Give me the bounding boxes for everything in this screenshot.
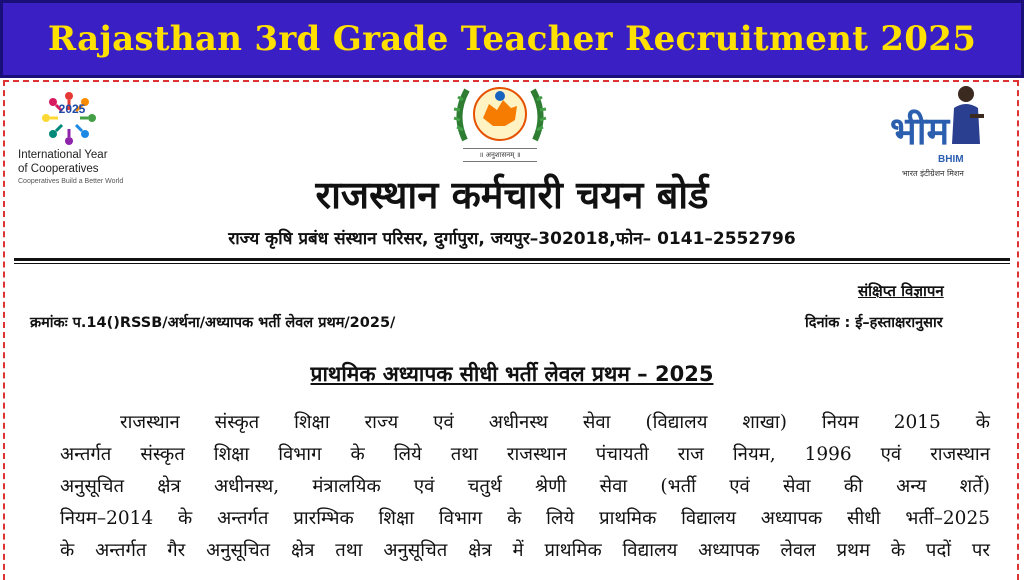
ambedkar-figure-icon	[946, 84, 986, 144]
body-line: नियम–2014 के अन्तर्गत प्रारम्भिक शिक्षा विभाग के लिये प्राथमिक विद्यालय अध्यापक सीधी भर्ती–2025	[60, 508, 990, 529]
body-line: राजस्थान संस्कृत शिक्षा राज्य एवं अधीनस्थ सेवा (विद्यालय शाखा) नियम 2015 के	[120, 412, 990, 433]
notice-heading: प्राथमिक अध्यापक सीधी भर्ती लेवल प्रथम – 2025	[310, 362, 714, 386]
cooperatives-ring-icon	[38, 88, 100, 150]
bhim-subtitle: भारत इंटीग्रेशन मिशन	[902, 169, 964, 178]
notice-date: दिनांक : ई–हस्ताक्षरानुसार	[805, 315, 943, 331]
divider-thin	[14, 263, 1010, 264]
bhim-latin: BHIM	[938, 154, 964, 165]
organization-address: राज्य कृषि प्रबंध संस्थान परिसर, दुर्गापुरा, जयपुर–302018,फोन– 0141–2552796	[228, 229, 796, 249]
logo-caption-line2: of Cooperatives	[18, 163, 99, 175]
divider-thick	[14, 258, 1010, 261]
reference-number: क्रमांकः प.14()RSSB/अर्थना/अध्यापक भर्ती लेवल प्रथम/2025/	[30, 315, 396, 331]
logo-tagline: Cooperatives Build a Better World	[18, 178, 124, 185]
title-banner	[0, 0, 1024, 78]
body-line: अनुसूचित क्षेत्र अधीनस्थ, मंत्रालयिक एवं चतुर्थ श्रेणी सेवा (भर्ती एवं सेवा की अन्य शर्ते)	[60, 476, 990, 497]
emblem-motto: ॥ अनुशासनम् ॥	[463, 148, 537, 162]
rajasthan-emblem	[445, 80, 555, 170]
banner-title: Rajasthan 3rd Grade Teacher Recruitment 2025	[47, 19, 977, 59]
emblem-icon	[445, 80, 555, 150]
body-line: अन्तर्गत संस्कृत शिक्षा विभाग के लिये तथा राजस्थान पंचायती राज नियम, 1996 एवं राजस्थान	[60, 444, 990, 465]
logo-caption-line1: International Year	[18, 149, 108, 161]
body-line: के अन्तर्गत गैर अनुसूचित क्षेत्र तथा अनुसूचित क्षेत्र में प्राथमिक विद्यालय अध्यापक लेवल प्रथम के पदों पर	[60, 540, 990, 561]
notice-type: संक्षिप्त विज्ञापन	[858, 282, 944, 300]
organization-name: राजस्थान कर्मचारी चयन बोर्ड	[315, 173, 709, 217]
bhim-wordmark: भीम	[890, 109, 950, 153]
logo-year: 2025	[58, 102, 86, 116]
